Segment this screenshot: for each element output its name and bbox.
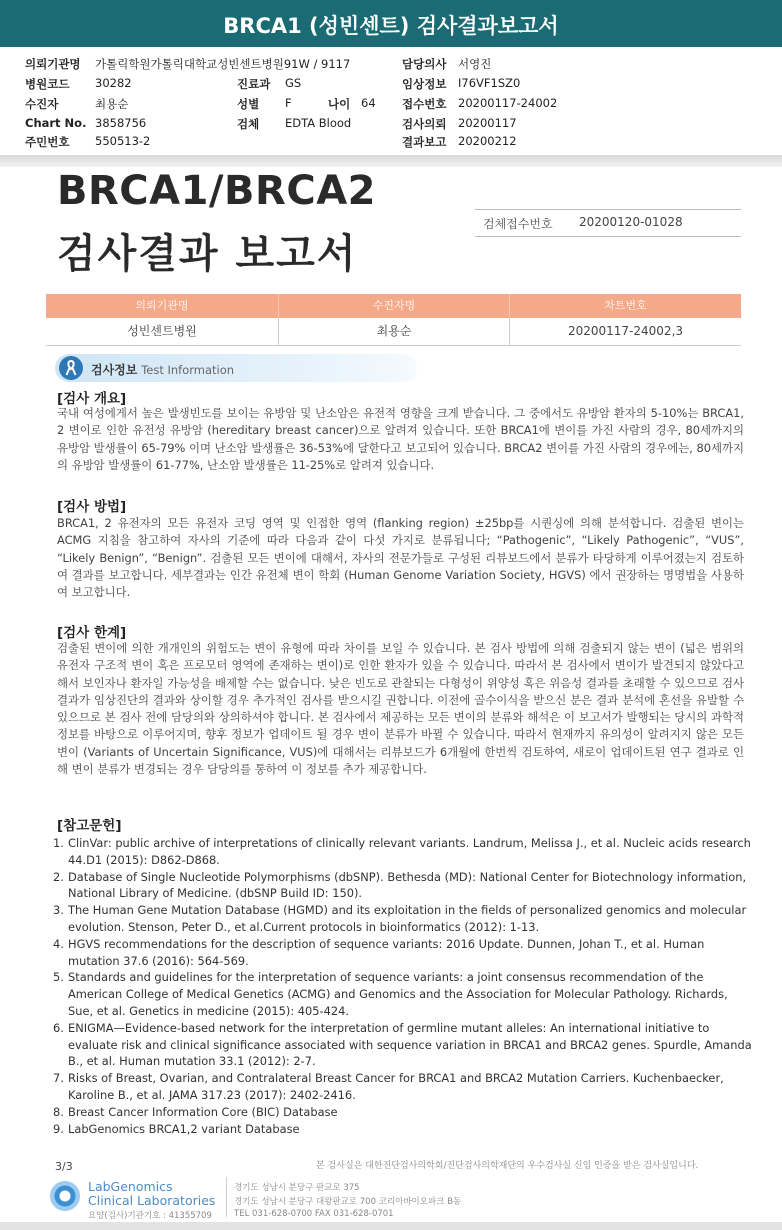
footer-address-2: 경기도 성남시 분당구 대왕판교로 700 코리아바이오파크 B동 [234, 1197, 462, 1207]
request-date-label: 검사의뢰 [402, 117, 447, 131]
info-table-row [46, 318, 741, 346]
footer-divider [226, 1177, 227, 1217]
reference-item: 1. ClinVar: public archive of interpretations of clinically relevant variants. Landrum, Melissa J., et al. Nucleic acids research 44.D1 (2015): D862-D868. [53, 836, 751, 867]
department-value: GS [285, 76, 302, 90]
method-heading: [검사 방법] [57, 499, 127, 515]
reference-item: 3. The Human Gene Mutation Database (HGMD) and its exploitation in the fields of personalized genomics and molecular evolution. Stenson, Peter D., et al.Current protocols in bioinformatics (2012): 1-13. [53, 903, 747, 934]
info-table-header [46, 294, 741, 318]
report-title-line2: 검사결과 보고서 [57, 231, 358, 277]
institution-value: 가톨릭학원가톨릭대학교성빈센트병원91W / 9117 [95, 57, 351, 71]
report-title-line1: BRCA1/BRCA2 [57, 168, 376, 214]
test-information-subtitle: Test Information [141, 363, 235, 377]
specimen-receipt-box [475, 209, 741, 237]
reference-item: 2. Database of Single Nucleotide Polymorphisms (dbSNP). Bethesda (MD): National Center for Biotechnology information, National Library of Medicine. (dbSNP Build ID: 150). [53, 869, 747, 901]
patient-value: 최용순 [95, 97, 129, 111]
reference-item: 5. Standards and guidelines for the interpretation of sequence variants: a joint consensus recommendation of the American College of Medical Genetics (ACMG) and Genomics and the Association for Molecular Pathology. Richards, Sue, et al. Genetics in medicine (2015): 405-424. [53, 970, 728, 1018]
header-patient-name: 수진자명 [279, 294, 510, 318]
page-number: 3/3 [55, 1160, 73, 1173]
header-chart-number: 차트번호 [604, 299, 647, 312]
request-info-table [46, 294, 741, 346]
age-label: 나이 [328, 97, 351, 111]
doctor-value: 서영진 [458, 57, 492, 71]
ribbon-icon [59, 356, 83, 380]
brand-name-line2: Clinical Laboratories [88, 1193, 216, 1208]
resident-id-label: 주민번호 [25, 135, 70, 149]
reference-item: 9. LabGenomics BRCA1,2 variant Database [53, 1121, 300, 1136]
hospital-code-label: 병원코드 [25, 77, 70, 91]
resident-id-value: 550513-2 [95, 134, 151, 148]
chart-no-value: 3858756 [95, 116, 147, 130]
cell-institution: 성빈센트병원 [46, 318, 279, 345]
department-label: 진료과 [237, 77, 271, 91]
reference-item: 8. Breast Cancer Information Core (BIC) Database [53, 1104, 338, 1119]
specimen-value: EDTA Blood [285, 116, 352, 130]
clinical-info-label: 임상정보 [402, 77, 447, 91]
page-divider [0, 155, 782, 167]
labgenomics-logo-icon [50, 1181, 80, 1211]
limitation-heading: [검사 한계] [57, 625, 127, 641]
page-bottom-bar [0, 1222, 782, 1230]
sex-value: F [285, 96, 292, 110]
receipt-label: 접수번호 [402, 97, 447, 111]
report-date-value: 20200212 [458, 134, 517, 148]
references-list [53, 835, 753, 1137]
overview-text: 국내 여성에게서 높은 발생빈도를 보이는 유방암 및 난소암은 유전적 영향을 크게 받습니다. 그 중에서도 유방암 환자의 5-10%는 BRCA1, 2 변이로 인한 유전성 유방암 (hereditary breast cancer)으로 알려져 있습니다. 또한 BRCA1에 변이를 가진 사람의 경우, 80세까지의 유방암 발생률이 65-79% 이며 난소암 발생률은 36-53%에 달한다고 보고되어 있습니다. BRCA2 변이를 가진 사람의 경우에는, 80세까지의 유방암 발생률이 61-77%, 난소암 발생률은 11-25%로 알려져 있습니다. [57, 406, 744, 472]
receipt-value: 20200117-24002 [458, 96, 558, 110]
hospital-code-value: 30282 [95, 76, 132, 90]
test-information-title: 검사정보 Test Information [91, 363, 235, 377]
overview-heading: [검사 개요] [57, 391, 127, 407]
reference-item: 4. HGVS recommendations for the description of sequence variants: 2016 Update. Dunnen, Johan T., et al. Human mutation 37.6 (2016): 564-569. [53, 936, 705, 968]
report-banner-title: BRCA1 (성빈센트) 검사결과보고서 [0, 0, 782, 47]
reference-item: 7. Risks of Breast, Ovarian, and Contralateral Breast Cancer for BRCA1 and BRCA2 Mutation Carriers. Kuchenbaecker, Karoline B., et al. JAMA 317.23 (2017): 2402-2416. [53, 1071, 724, 1102]
brand-name-line1: LabGenomics [88, 1179, 173, 1194]
method-text: BRCA1, 2 유전자의 모든 유전자 코딩 영역 및 인접한 영역 (flanking region) ±25bp를 시퀀싱에 의해 분석합니다. 검출된 변이는 ACMG 지침을 참고하여 자사의 기준에 따라 다음과 같이 다섯 가지로 분류됩니다; “Pathogenic”, “Likely Pathogenic”, “VUS”, “Likely Benign”, “Benign”. 검출된 모든 변이에 대해서, 자사의 전문가들로 구성된 리뷰보드에서 분류가 타당하게 이루어졌는지 검토하여 결과를 보고합니다. 세부결과는 인간 유전체 변이 학회 (Human Genome Variation Society, HGVS) 에서 권장하는 명명법을 사용하여 보고합니다. [57, 516, 744, 600]
footer-contact: TEL 031-628-0700 FAX 031-628-0701 [234, 1209, 394, 1219]
specimen-receipt-label: 검체접수번호 [483, 217, 553, 231]
limitation-text: 검출된 변이에 의한 개개인의 위험도는 변이 유형에 따라 차이를 보일 수 있습니다. 본 검사 방법에 의해 검출되지 않는 변이 (넓은 범위의 유전자 구조적 변이 혹은 프로모터 영역에 존재하는 변이)로 인한 환자가 있을 수 있습니다. 따라서 본 검사에서 변이가 발견되지 않았다고 해서 보인자나 환자일 가능성을 배제할 수는 없습니다. 낮은 빈도로 관찰되는 다형성이 위양성 혹은 위음성 결과를 초래할 수 있으므로 검사 결과가 임상진단의 결과와 상이할 경우 추가적인 검사를 받으시길 권합니다. 이전에 골수이식을 받으신 분은 결과 분석에 혼선을 유발할 수 있으므로 본 검사 전에 담당의와 상의하셔야 합니다. 본 검사에서 제공하는 모든 변이의 분류와 해석은 이 보고서가 발행되는 당시의 과학적 정보를 바탕으로 이루어지며, 향후 정보가 업데이트 될 경우 변이 분류가 바뀔 수 있습니다. 따라서 현재까지 유의성이 알려지지 않은 모든 변이 (Variants of Uncertain Significance, VUS)에 대해서는 리뷰보드가 6개월에 한번씩 검토하여, 새로이 업데이트된 연구 결과로 인해 변이 분류가 변경되는 경우 담당의를 통하여 이 정보를 추가 제공합니다. [57, 641, 744, 777]
cell-chart-number: 20200117-24002,3 [567, 324, 684, 338]
age-value: 64 [361, 96, 376, 110]
institution-number: 요양(검사)기관기호 : 41355709 [88, 1211, 212, 1221]
request-date-value: 20200117 [458, 116, 517, 130]
sex-label: 성별 [237, 97, 260, 111]
certification-note: 본 검사실은 대한진단검사의학회/진단검사의학재단의 우수검사실 신임 인증을 받은 검사실입니다. [316, 1161, 699, 1171]
reference-item: 6. ENIGMA—Evidence-based network for the interpretation of germline mutant alleles: An international initiative to evaluate risk and clinical significance associated with sequence variation in BRCA1 and BRCA2 genes. Spurdle, Amanda B., et al. Human mutation 33.1 (2012): 2-7. [53, 1020, 752, 1069]
specimen-receipt-value: 20200120-01028 [579, 215, 683, 229]
footer-address-1: 경기도 성남시 분당구 판교로 375 [234, 1183, 360, 1193]
header-institution: 의뢰기관명 [46, 294, 279, 318]
test-information-pill [55, 354, 417, 382]
patient-label: 수진자 [25, 97, 59, 111]
cell-patient-name: 최용순 [279, 318, 510, 345]
clinical-info-value: I76VF1SZ0 [458, 76, 521, 90]
specimen-label: 검체 [237, 117, 260, 131]
references-heading: [참고문헌] [57, 818, 122, 834]
chart-no-label: Chart No. [25, 116, 87, 130]
report-date-label: 결과보고 [402, 135, 447, 149]
doctor-label: 담당의사 [402, 57, 447, 71]
institution-label: 의뢰기관명 [25, 57, 81, 71]
